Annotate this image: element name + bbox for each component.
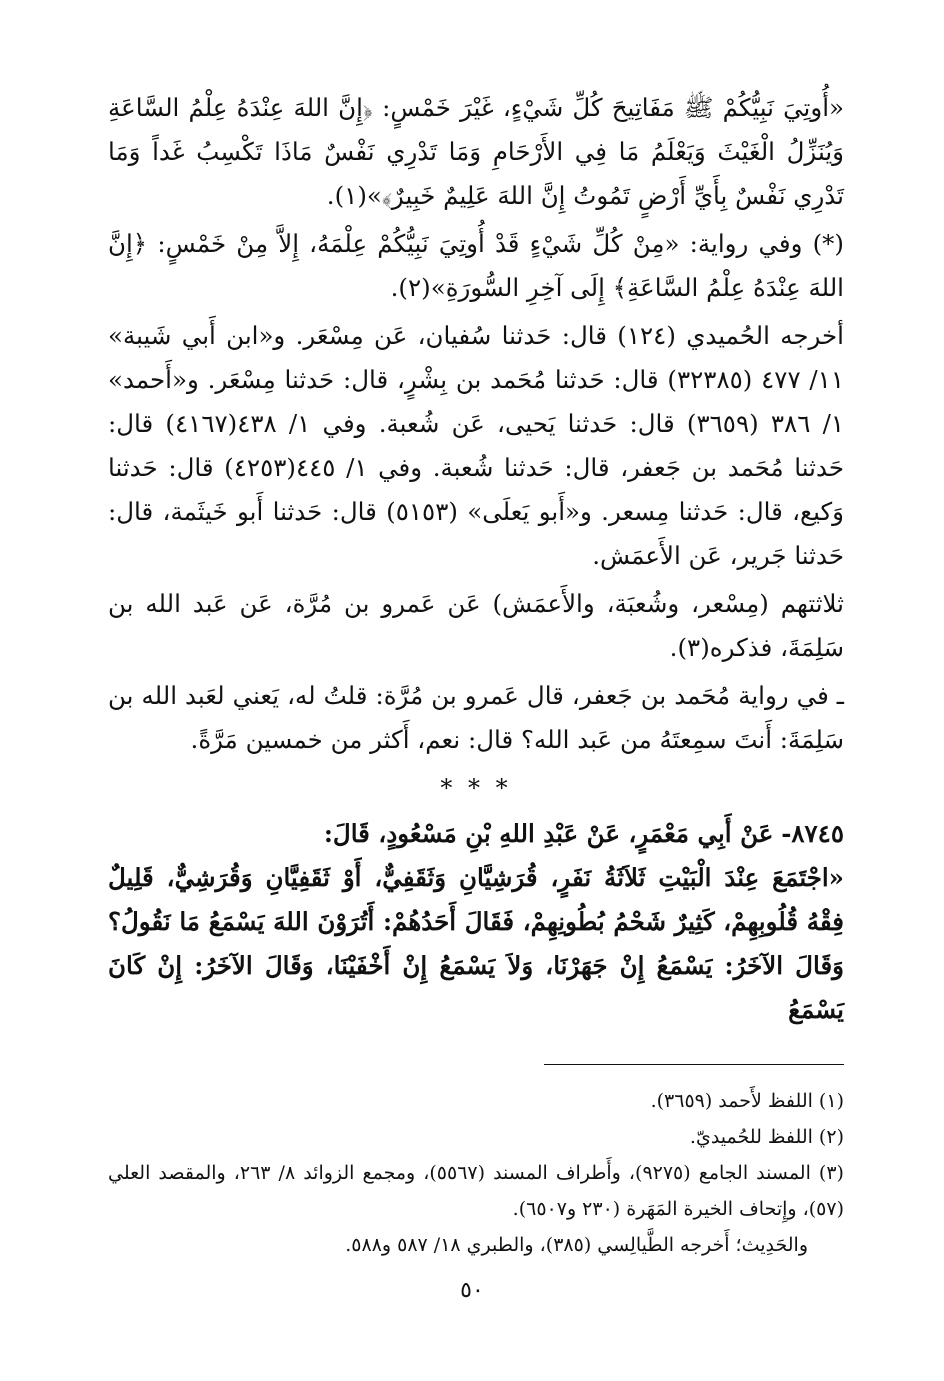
footnote-divider [544, 1064, 844, 1065]
chain-summary-paragraph: ثلاثتهم (مِسْعر، وشُعبَة، والأَعمَش) عَن عَمرو بن مُرَّة، عَن عَبد الله بن سَلِمَةَ، فذكره(٣). [108, 589, 844, 662]
hadith-heading [108, 812, 844, 856]
footnotes [108, 1083, 844, 1263]
footnote-2: (٢) اللفظ للحُميديّ. [689, 1126, 844, 1148]
narration-note-paragraph: ـ في رواية مُحَمد بن جَعفر، قال عَمرو بن مُرَّة: قلتُ له، يَعني لعَبد الله بن سَلِمَةَ: أَنتَ سمِعتَهُ من عَبد الله؟ قال: نعم، أَكثر من خمسين مَرَّةً. [108, 681, 844, 754]
footnote-1: (١) اللفظ لأَحمد (٣٦٥٩). [650, 1090, 844, 1112]
hadith-matn-paragraph: «اجْتَمَعَ عِنْدَ الْبَيْتِ ثَلاَثَةُ نَفَرٍ، قُرَشِيَّانِ وَثَقَفِيٌّ، أَوْ ثَقَفِيَّانِ وَقُرَشِيٌّ، قَلِيلٌ فِقْهُ قُلُوبِهِمْ، كَثِيرٌ شَحْمُ بُطُونِهِمْ، فَقَالَ أَحَدُهُمْ: أَتُرَوْنَ اللهَ يَسْمَعُ مَا نَقُولُ؟ وَقَالَ الآخَرُ: يَسْمَعُ إِنْ جَهَرْنَا، وَلاَ يَسْمَعُ إِنْ أَخْفَيْنَا، وَقَالَ الآخَرُ: إِنْ كَانَ يَسْمَعُ [108, 863, 844, 1024]
footnote-3: (٣) المسند الجامع (٩٢٧٥)، وأَطراف المسند (٥٥٦٧)، ومجمع الزوائد ٨/ ٢٦٣، والمقصد العلي (٥٧)، وإِتحاف الخيرة المَهَرة (٢٣٠ و٦٥٠٧). [108, 1162, 844, 1220]
takhrij-paragraph: أخرجه الحُميدي (١٢٤) قال: حَدثنا سُفيان، عَن مِسْعَر. و«ابن أَبي شَيبة» ١١/ ٤٧٧ (٣٢٣٨٥) قال: حَدثنا مُحَمد بن بِشْرٍ، قال: حَدثنا مِسْعَر. و«أَحمد» ١/ ٣٨٦ (٣٦٥٩) قال: حَدثنا يَحيى، عَن شُعبة. وفي ١/ ٤٣٨(٤١٦٧) قال: حَدثنا مُحَمد بن جَعفر، قال: حَدثنا شُعبة. وفي ١/ ٤٤٥(٤٢٥٣) قال: حَدثنا وَكيع، قال: حَدثنا مِسعر. و«أَبو يَعلَى» (٥١٥٣) قال: حَدثنا أَبو خَيثَمة، قال: حَدثنا جَرير، عَن الأَعمَش. [108, 321, 845, 570]
hadith-text-paragraph: «أُوتِيَ نَبِيُّكُمْ ﷺ مَفَاتِيحَ كُلِّ شَيْءٍ، غَيْرَ خَمْسٍ: ﴿إِنَّ اللهَ عِنْدَهُ عِلْمُ السَّاعَةِ وَيُنَزِّلُ الْغَيْثَ وَيَعْلَمُ مَا فِي الأَرْحَامِ وَمَا تَدْرِي نَفْسٌ مَاذَا تَكْسِبُ غَداً وَمَا تَدْرِي نَفْسٌ بِأَيِّ أَرْضٍ تَمُوتُ إِنَّ اللهَ عَلِيمٌ خَبِيرٌ﴾»(١). [108, 93, 844, 210]
main-text [108, 86, 844, 1032]
hadith-isnad: عَنْ أَبِي مَعْمَرٍ، عَنْ عَبْدِ اللهِ بْنِ مَسْعُودٍ، قَالَ: [323, 819, 774, 848]
alternate-narration-paragraph: (*) وفي رواية: «مِنْ كُلِّ شَيْءٍ قَدْ أُوتِيَ نَبِيُّكُمْ عِلْمَهُ، إِلاَّ مِنْ خَمْسٍ: ﴿إِنَّ اللهَ عِنْدَهُ عِلْمُ السَّاعَةِ﴾ إِلَى آخِرِ السُّورَةِ»(٢). [108, 229, 844, 302]
page-number: ٥٠ [460, 1278, 484, 1303]
section-separator: * * * [440, 774, 512, 802]
hadith-number: ٨٧٤٥- [781, 819, 844, 848]
footnote-3-continuation: والحَدِيث؛ أَخرجه الطَّيالِسي (٣٨٥)، والطبري ١٨/ ٥٨٧ و٥٨٨. [345, 1234, 808, 1256]
